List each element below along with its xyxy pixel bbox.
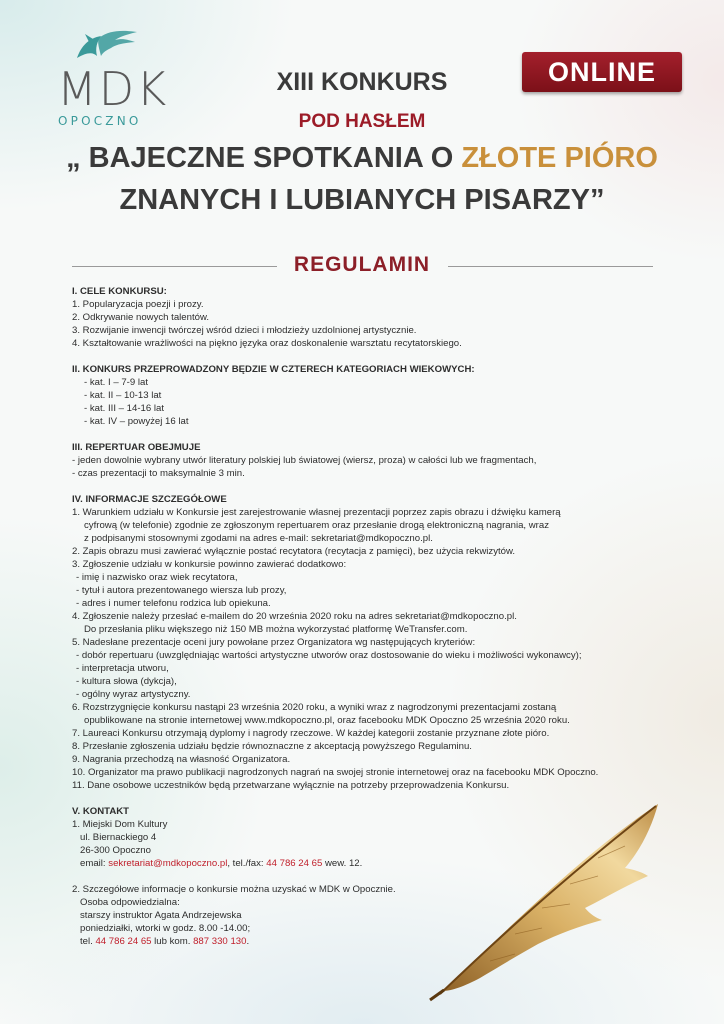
list-item: 3. Rozwijanie inwencji twórczej wśród dzieci i młodzieży uzdolnionej artystycznie.: [72, 325, 417, 336]
phone-number: 44 786 24 65: [266, 858, 323, 869]
kontakt-heading: V. KONTAKT: [72, 806, 130, 817]
title-gold: ZŁOTE PIÓRO: [461, 142, 658, 174]
contact-line: ul. Biernackiego 4: [80, 832, 157, 843]
list-item: 2. Odkrywanie nowych talentów.: [72, 312, 210, 323]
list-item: z podpisanymi stosownymi zgodami na adres e-mail: sekretariat@mdkopoczno.pl.: [84, 533, 433, 544]
cele-heading: I. CELE KONKURSU:: [72, 286, 167, 297]
list-item: - imię i nazwisko oraz wiek recytatora,: [76, 572, 238, 583]
list-item: opublikowane na stronie internetowej www.mdkopoczno.pl, oraz facebooku MDK Opoczno 25 września 2020 roku.: [84, 715, 570, 726]
contact-line: Osoba odpowiedzialna:: [80, 897, 180, 908]
kom-label: lub kom.: [151, 936, 194, 947]
email-label: email:: [80, 858, 109, 869]
list-item: - kultura słowa (dykcja),: [76, 676, 177, 687]
contact-line: starszy instruktor Agata Andrzejewska: [80, 910, 242, 921]
subtitle-pod-haslem: POD HASŁEM: [298, 111, 426, 132]
list-item: - kat. II – 10-13 lat: [84, 390, 162, 401]
contest-title: [0, 137, 724, 221]
list-item: 4. Zgłoszenie należy przesłać e-mailem do 20 września 2020 roku na adres sekretariat@mdkopoczno.pl.: [72, 611, 517, 622]
list-item: 8. Przesłanie zgłoszenia udziału będzie równoznaczne z akceptacją powyższego Regulaminu.: [72, 741, 472, 752]
list-item: 2. Zapis obrazu musi zawierać wyłącznie postać recytatora (recytacja z pamięci), bez użycia rekwizytów.: [72, 546, 516, 557]
list-item: 10. Organizator ma prawo publikacji nagrodzonych nagrań na swojej stronie internetowej oraz na facebooku MDK Opoczno.: [72, 767, 599, 778]
logo-city: OPOCZNO: [58, 114, 142, 128]
section-title: REGULAMIN: [293, 253, 431, 276]
online-badge: ONLINE: [522, 52, 682, 92]
list-item: 5. Nadesłane prezentacje oceni jury powołane przez Organizatora wg następujących kryteriów:: [72, 637, 476, 648]
logo-text: MDK: [57, 62, 169, 116]
list-item: - czas prezentacji to maksymalnie 3 min.: [72, 468, 245, 479]
repertuar-heading: III. REPERTUAR OBEJMUJE: [72, 442, 201, 453]
tel-label: , tel./fax:: [227, 858, 267, 869]
list-item: 11. Dane osobowe uczestników będą przetwarzane wyłącznie na potrzeby przeprowadzenia Konkursu.: [72, 780, 510, 791]
list-item: - kat. IV – powyżej 16 lat: [84, 416, 189, 427]
contact-line: poniedziałki, wtorki w godz. 8.00 -14.00;: [80, 923, 251, 934]
list-item: 1. Popularyzacja poezji i prozy.: [72, 299, 204, 310]
contest-number-heading: XIII KONKURS: [276, 68, 448, 96]
kom-end: .: [246, 936, 250, 947]
title-part1: „ BAJECZNE SPOTKANIA O: [66, 142, 462, 174]
title-line2: ZNANYCH I LUBIANYCH PISARZY”: [119, 184, 605, 216]
tel2-label: tel.: [80, 936, 96, 947]
list-item: Do przesłania pliku większego niż 150 MB można wykorzystać platformę WeTransfer.com.: [84, 624, 468, 635]
list-item: - kat. I – 7-9 lat: [84, 377, 148, 388]
phone-number-2: 44 786 24 65: [95, 936, 152, 947]
list-item: - jeden dowolnie wybrany utwór literatury polskiej lub światowej (wiersz, proza) w całości lub we fragmentach,: [72, 455, 537, 466]
contact-line: 1. Miejski Dom Kultury: [72, 819, 168, 830]
list-item: - ogólny wyraz artystyczny.: [76, 689, 191, 700]
list-item: - interpretacja utworu,: [76, 663, 169, 674]
contact-line: 2. Szczegółowe informacje o konkursie można uzyskać w MDK w Opocznie.: [72, 884, 396, 895]
list-item: 4. Kształtowanie wrażliwości na piękno języka oraz doskonalenie warsztatu recytatorskiego.: [72, 338, 462, 349]
list-item: 9. Nagrania przechodzą na własność Organizatora.: [72, 754, 291, 765]
list-item: cyfrową (w telefonie) zgodnie ze zgłoszonym repertuarem oraz przesłanie drogą elektroniczną nagrania, wraz: [84, 520, 549, 531]
contact-line: 26-300 Opoczno: [80, 845, 151, 856]
list-item: - kat. III – 14-16 lat: [84, 403, 164, 414]
informacje-heading: IV. INFORMACJE SZCZEGÓŁOWE: [72, 494, 227, 505]
list-item: 6. Rozstrzygnięcie konkursu nastąpi 23 września 2020 roku, a wyniki wraz z nagrodzonymi prezentacjami zostaną: [72, 702, 557, 713]
golden-feather-icon: [420, 786, 680, 1006]
list-item: - adres i numer telefonu rodzica lub opiekuna.: [76, 598, 271, 609]
list-item: - tytuł i autora prezentowanego wiersza lub prozy,: [76, 585, 287, 596]
email-link[interactable]: sekretariat@mdkopoczno.pl: [108, 858, 228, 869]
list-item: - dobór repertuaru (uwzględniając wartości artystyczne utworów oraz dostosowanie do wieku i możliwości wykonawcy);: [76, 650, 582, 661]
horse-wing-logo-icon: [71, 28, 141, 64]
list-item: 7. Laureaci Konkursu otrzymają dyplomy i nagrody rzeczowe. W każdej kategorii zostanie przyznane złote pióro.: [72, 728, 550, 739]
kategorie-heading: II. KONKURS PRZEPROWADZONY BĘDZIE W CZTERECH KATEGORIACH WIEKOWYCH:: [72, 364, 475, 375]
list-item: 3. Zgłoszenie udziału w konkursie powinno zawierać dodatkowo:: [72, 559, 347, 570]
extension: wew. 12.: [322, 858, 363, 869]
mobile-number: 887 330 130: [193, 936, 247, 947]
list-item: 1. Warunkiem udziału w Konkursie jest zarejestrowanie własnej prezentacji poprzez zapis obrazu i dźwięku kamerą: [72, 507, 561, 518]
